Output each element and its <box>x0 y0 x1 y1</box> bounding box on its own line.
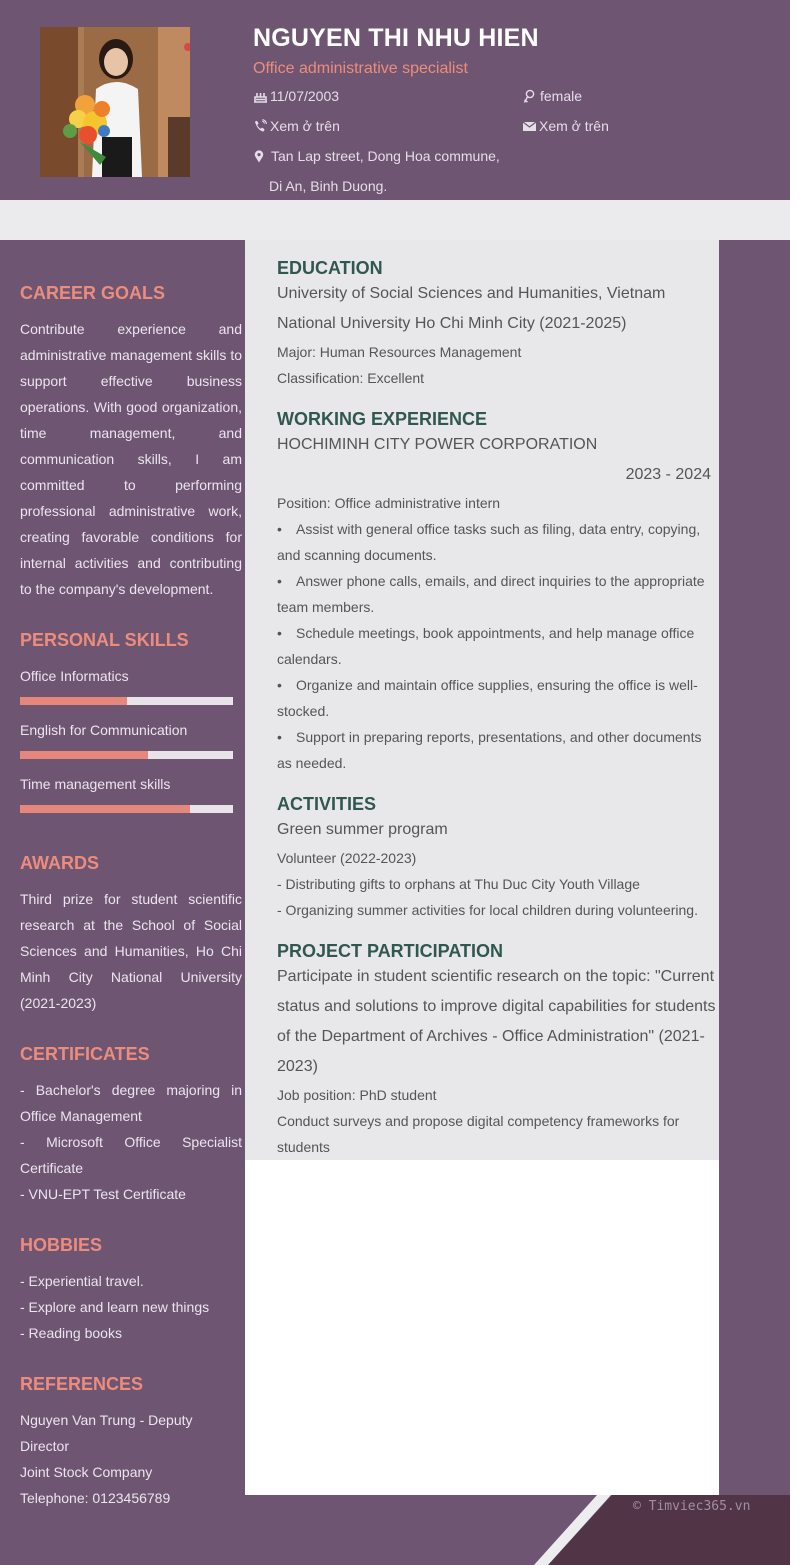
activities-name: Green summer program <box>277 821 448 838</box>
activities-line: - Distributing gifts to orphans at Thu Duc City Youth Village <box>277 876 640 892</box>
reference-line: Telephone: 0123456789 <box>20 1490 171 1506</box>
experience-company: HOCHIMINH CITY POWER CORPORATION <box>277 436 598 453</box>
email-row <box>522 118 609 134</box>
skill-bar-fill <box>20 751 148 759</box>
skill-bar <box>20 805 233 813</box>
skill-bar <box>20 751 233 759</box>
projects-title: PROJECT PARTICIPATION <box>277 941 504 961</box>
certificate-item: - Microsoft Office Specialist Certificate <box>20 1134 242 1176</box>
education-details <box>277 339 707 391</box>
address-line1: Tan Lap street, Dong Hoa commune, <box>271 148 500 164</box>
awards-text <box>20 886 242 1016</box>
hobbies-list <box>20 1268 242 1346</box>
activities-role: Volunteer (2022-2023) <box>277 850 417 866</box>
hobby-item: - Experiential travel. <box>20 1273 144 1289</box>
birthdate-row <box>253 88 339 104</box>
job-title: Office administrative specialist <box>253 60 468 77</box>
experience-bullet: • Schedule meetings, book appointments, and help manage office calendars. <box>277 620 707 672</box>
phone-icon <box>253 119 268 133</box>
address-line2-row <box>269 178 387 194</box>
address-line2: Di An, Binh Duong. <box>269 178 388 194</box>
certificate-item: - VNU-EPT Test Certificate <box>20 1186 186 1202</box>
right-decor-strip <box>719 240 790 1495</box>
projects-position: Job position: PhD student <box>277 1087 437 1103</box>
experience-bullet: • Organize and maintain office supplies, ensuring the office is well-stocked. <box>277 672 707 724</box>
career-goals-paragraph: Contribute experience and administrative management skills to support effective business operations. With good organization, time management, and communication skills, I am committed to performing professional administrative work, creating favorable conditions for internal activities and contributing to the company's development. <box>20 321 242 597</box>
references-list <box>20 1407 242 1511</box>
header <box>0 0 790 200</box>
education-major: Major: Human Resources Management <box>277 344 522 360</box>
certificates-title: CERTIFICATES <box>20 1044 150 1064</box>
activities-title: ACTIVITIES <box>277 794 377 814</box>
experience-period: 2023 - 2024 <box>625 466 711 483</box>
skill-label: English for Communication <box>20 722 188 738</box>
birthdate-text: 11/07/2003 <box>270 88 340 104</box>
calendar-icon <box>253 90 268 103</box>
watermark: © Timviec365.vn <box>633 1499 751 1514</box>
education-title: EDUCATION <box>277 258 383 278</box>
education-school-text: University of Social Sciences and Humanities, Vietnam National University Ho Chi Minh City (2021-2025) <box>277 285 666 332</box>
skill-label: Office Informatics <box>20 668 129 684</box>
personal-skills-title: PERSONAL SKILLS <box>20 630 189 650</box>
gender-row <box>523 88 582 104</box>
experience-details <box>277 490 707 776</box>
email-icon <box>522 120 537 132</box>
header-divider-band <box>0 200 790 240</box>
profile-photo <box>40 27 190 177</box>
career-goals-title: CAREER GOALS <box>20 283 166 303</box>
candidate-name: NGUYEN THI NHU HIEN <box>253 24 539 52</box>
projects-details <box>277 1082 707 1160</box>
email-text: Xem ở trên <box>539 118 609 134</box>
reference-line: Nguyen Van Trung - Deputy Director <box>20 1412 193 1454</box>
projects-topic-text: Participate in student scientific research on the topic: "Current status and solutions to improve digital capabilities for students of the Department of Archives - Office Administration" (2021-2023) <box>277 968 716 1075</box>
skill-bar-fill <box>20 697 127 705</box>
address-row <box>253 148 500 164</box>
education-school <box>277 279 687 339</box>
projects-topic <box>277 962 717 1082</box>
awards-title: AWARDS <box>20 853 100 873</box>
certificate-item: - Bachelor's degree majoring in Office Management <box>20 1082 242 1124</box>
experience-title: WORKING EXPERIENCE <box>277 409 488 429</box>
hobbies-title: HOBBIES <box>20 1235 103 1255</box>
skill-label: Time management skills <box>20 776 171 792</box>
projects-description: Conduct surveys and propose digital competency frameworks for students <box>277 1113 680 1155</box>
hobby-item: - Reading books <box>20 1325 122 1341</box>
phone-text: Xem ở trên <box>270 118 340 134</box>
activities-details <box>277 845 707 923</box>
gender-text: female <box>540 88 583 104</box>
experience-bullet: • Assist with general office tasks such as filing, data entry, copying, and scanning documents. <box>277 516 707 568</box>
hobby-item: - Explore and learn new things <box>20 1299 210 1315</box>
references-title: REFERENCES <box>20 1374 144 1394</box>
education-classification: Classification: Excellent <box>277 370 425 386</box>
skill-bar <box>20 697 233 705</box>
experience-position: Position: Office administrative intern <box>277 495 501 511</box>
reference-line: Joint Stock Company <box>20 1464 153 1480</box>
activities-line: - Organizing summer activities for local children during volunteering. <box>277 902 698 918</box>
location-icon <box>253 150 265 163</box>
skill-bar-fill <box>20 805 190 813</box>
profile-photo-image <box>40 27 190 177</box>
certificates-list <box>20 1077 242 1207</box>
awards-paragraph: Third prize for student scientific research at the School of Social Sciences and Humanities, Ho Chi Minh City National University (2021-2023) <box>20 891 242 1011</box>
experience-bullet: • Answer phone calls, emails, and direct inquiries to the appropriate team members. <box>277 568 707 620</box>
experience-bullet: • Support in preparing reports, presentations, and other documents as needed. <box>277 724 707 776</box>
career-goals-text <box>20 316 242 602</box>
female-icon <box>523 89 535 104</box>
phone-row <box>253 118 340 134</box>
